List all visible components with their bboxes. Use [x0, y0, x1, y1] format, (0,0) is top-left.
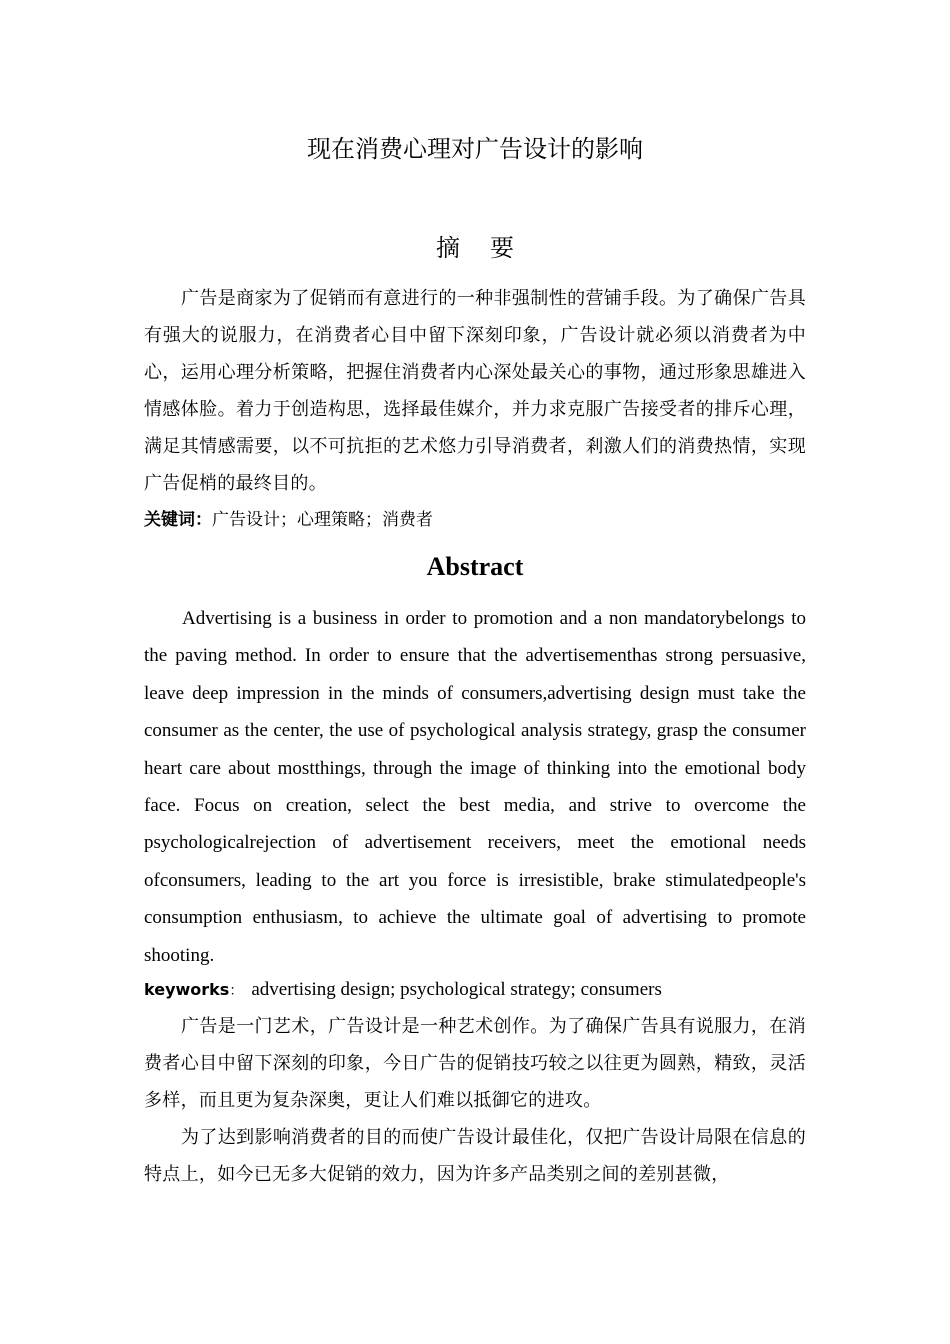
keywords-en-line — [144, 977, 806, 1004]
keywords-cn-text: 广告设计；心理策略；消费者 — [212, 510, 433, 530]
body-paragraph: 为了达到影响消费者的目的而使广告设计最佳化，仅把广告设计局限在信息的特点上，如今已无多大促销的效力，因为许多产品类别之间的差别甚微， — [144, 1127, 806, 1185]
body-paragraph: 广告是一门艺术，广告设计是一种艺术创作。为了确保广告具有说服力，在消费者心目中留下深刻的印象，今日广告的促销技巧较之以往更为圆熟，精致，灵活多样，而且更为复杂深奥，更让人们难以抵御它的进攻。 — [144, 1016, 806, 1111]
keywords-cn-label: 关键词： — [144, 510, 212, 530]
keywords-en-text: advertising design; psychological strategy; consumers — [251, 979, 662, 1000]
document-title: 现在消费心理对广告设计的影响 — [307, 135, 643, 163]
abstract-en-body: Advertising is a business in order to promotion and a non mandatorybelongs to the paving method. In order to ensure that the advertisementhas strong persuasive, leave deep impression in the minds of consumers,advertising design must take the consumer as the center, the use of psychological analysis strategy, grasp the consumer heart care about mostthings, through the image of thinking into the emotional body face. Focus on creation, select the best media, and strive to overcome the psychologicalrejection of advertisement receivers, meet the emotional needs ofconsumers, leading to the art you force is irresistible, brake stimulatedpeople's consumption enthusiasm, to achieve the ultimate goal of advertising to promote shooting. — [144, 608, 806, 966]
abstract-cn-body: 广告是商家为了促销而有意进行的一种非强制性的营铺手段。为了确保广告具有强大的说服力，在消费者心目中留下深刻印象，广告设计就必须以消费者为中心，运用心理分析策略，把握住消费者内心深处最关心的事物，通过形象思雄进入情感体脸。着力于创造构思，选择最佳媒介，并力求克服广告接受者的排斥心理，满足其情感需要，以不可抗拒的艺术悠力引导消费者，剎激人们的消费热情，实现广告促梢的最终目的。 — [144, 288, 806, 494]
keywords-en-label: keyworks — [144, 980, 230, 999]
keywords-cn-line — [144, 507, 806, 533]
abstract-cn-heading: 摘要 — [436, 234, 544, 262]
keywords-en-separator: ： — [229, 983, 244, 999]
abstract-en-heading: Abstract — [426, 552, 524, 581]
